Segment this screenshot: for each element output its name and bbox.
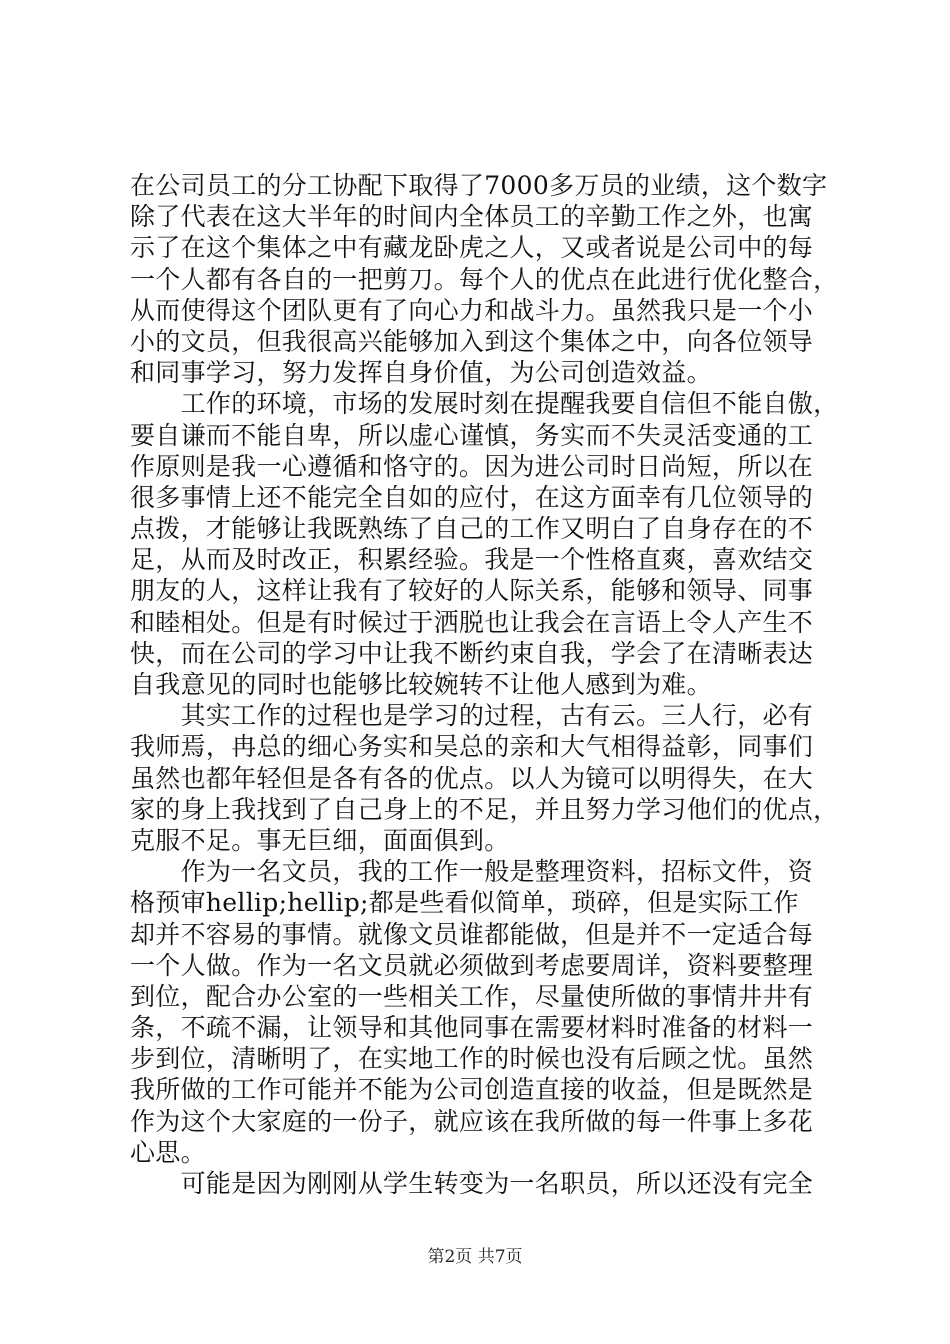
- text-line: 除了代表在这大半年的时间内全体员工的辛勤工作之外，也寓: [130, 202, 814, 232]
- text-line: 作原则是我一心遵循和恪守的。因为进公司时日尚短，所以在: [130, 451, 814, 481]
- text-line: 从而使得这个团队更有了向心力和战斗力。虽然我只是一个小: [130, 295, 814, 325]
- text-line: 一个人都有各自的一把剪刀。每个人的优点在此进行优化整合，: [130, 264, 839, 294]
- text-line: 其实工作的过程也是学习的过程，古有云。三人行，必有: [130, 701, 814, 731]
- text-line: 我所做的工作可能并不能为公司创造直接的收益，但是既然是: [130, 1075, 814, 1105]
- page-number-footer: 第2页 共7页: [427, 1247, 523, 1267]
- text-line: 作为一名文员，我的工作一般是整理资料，招标文件，资: [130, 857, 814, 887]
- text-line: 条，不疏不漏，让领导和其他同事在需要材料时准备的材料一: [130, 1013, 814, 1043]
- text-line: 到位，配合办公室的一些相关工作，尽量使所做的事情井井有: [130, 981, 814, 1011]
- text-line: 和同事学习，努力发挥自身价值，为公司创造效益。: [130, 358, 712, 388]
- text-line: 可能是因为刚刚从学生转变为一名职员，所以还没有完全: [130, 1169, 814, 1198]
- text-line: 步到位，清晰明了，在实地工作的时候也没有后顾之忧。虽然: [130, 1044, 814, 1074]
- text-line: 却并不容易的事情。就像文员谁都能做，但是并不一定适合每: [130, 919, 814, 949]
- text-line: 虽然也都年轻但是各有各的优点。以人为镜可以明得失，在大: [130, 763, 814, 793]
- text-line: 心思。: [130, 1137, 206, 1167]
- text-line: 在公司员工的分工协配下取得了7000多万员的业绩，这个数字: [130, 171, 828, 200]
- text-line: 工作的环境，市场的发展时刻在提醒我要自信但不能自傲，: [130, 389, 839, 419]
- text-line: 克服不足。事无巨细，面面俱到。: [130, 825, 510, 855]
- text-line: 足，从而及时改正，积累经验。我是一个性格直爽，喜欢结交: [130, 545, 814, 575]
- text-line: 一个人做。作为一名文员就必须做到考虑要周详，资料要整理: [130, 950, 814, 980]
- text-line: 格预审hellip;hellip;都是些看似简单，琐碎，但是实际工作: [130, 888, 799, 918]
- text-line: 要自谦而不能自卑，所以虚心谨慎，务实而不失灵活变通的工: [130, 420, 814, 450]
- text-line: 点拨，才能够让我既熟练了自己的工作又明白了自身存在的不: [130, 514, 814, 544]
- text-line: 很多事情上还不能完全自如的应付，在这方面幸有几位领导的: [130, 482, 814, 512]
- text-line: 和睦相处。但是有时候过于洒脱也让我会在言语上令人产生不: [130, 607, 814, 637]
- text-line: 家的身上我找到了自己身上的不足，并且努力学习他们的优点，: [130, 794, 839, 824]
- text-line: 我师焉，冉总的细心务实和吴总的亲和大气相得益彰，同事们: [130, 732, 814, 762]
- text-line: 快，而在公司的学习中让我不断约束自我，学会了在清晰表达: [130, 638, 814, 668]
- text-line: 作为这个大家庭的一份子，就应该在我所做的每一件事上多花: [130, 1106, 814, 1136]
- text-line: 小的文员，但我很高兴能够加入到这个集体之中，向各位领导: [130, 326, 814, 356]
- text-line: 自我意见的同时也能够比较婉转不让他人感到为难。: [130, 670, 712, 699]
- document-body: [130, 170, 850, 1199]
- text-line: 朋友的人，这样让我有了较好的人际关系，能够和领导、同事: [130, 576, 814, 606]
- text-line: 示了在这个集体之中有藏龙卧虎之人，又或者说是公司中的每: [130, 233, 814, 263]
